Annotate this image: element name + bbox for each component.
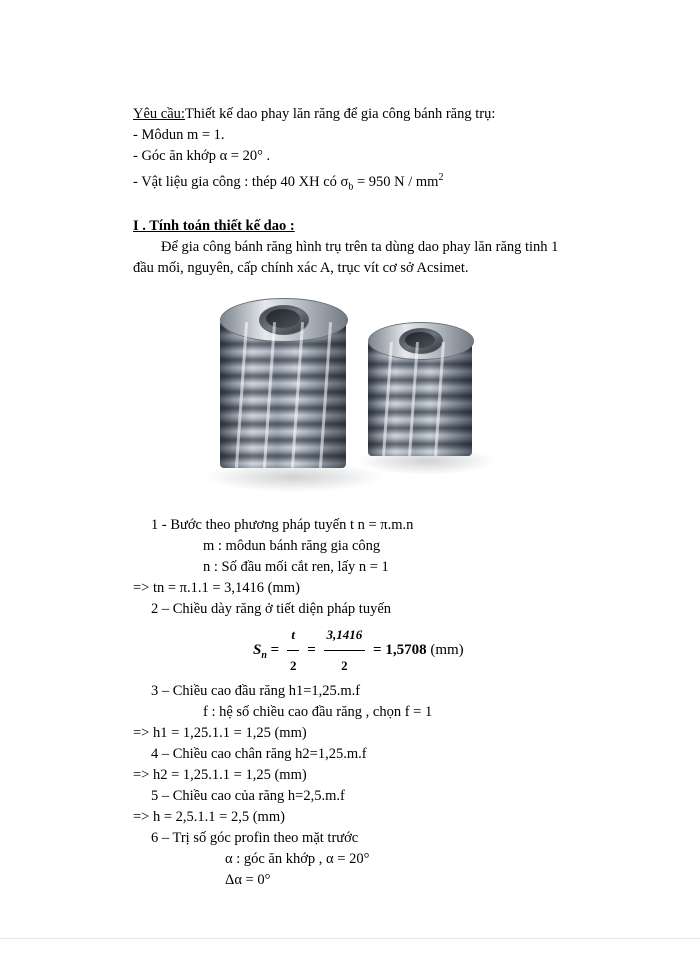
formula-eq-2: = xyxy=(307,641,316,658)
footer-divider xyxy=(0,938,700,939)
formula-fraction-2-denominator: 2 xyxy=(341,658,348,673)
requirements-label: Yêu cầu: xyxy=(133,106,185,122)
formula-tooth-thickness xyxy=(133,620,603,681)
requirement-item-3-mid: = 950 N / mm xyxy=(353,173,439,190)
gear-hob-cutters-photo xyxy=(196,292,496,497)
formula-fraction-1 xyxy=(287,620,300,681)
hob-small-bore-inner xyxy=(405,332,435,348)
calc-6-line-3: Δα = 0° xyxy=(225,872,271,888)
calc-6-line-1: 6 – Trị số góc profin theo mặt trước xyxy=(151,830,359,846)
formula-eq-1: = xyxy=(270,641,280,658)
formula-unit: (mm) xyxy=(430,641,464,658)
requirement-item-3-sub: b xyxy=(348,181,354,193)
formula-fraction-1-denominator: 2 xyxy=(289,658,297,673)
formula-lhs-sub: n xyxy=(261,649,267,661)
requirement-item-3 xyxy=(133,167,573,198)
formula-fraction-1-numerator: t xyxy=(287,620,300,651)
section-1-paragraph-line-2: đầu mối, nguyên, cấp chính xác A, trục vít cơ sở Acsimet. xyxy=(133,259,469,276)
calculations-block xyxy=(133,515,603,891)
spacer-1 xyxy=(133,198,573,216)
requirement-item-3-pre: - Vật liệu gia công : thép 40 XH có σ xyxy=(133,173,349,190)
calc-1-line-4: => tn = π.1.1 = 3,1416 (mm) xyxy=(133,580,300,596)
requirements-intro-line xyxy=(133,104,573,125)
calc-4-line-2: => h2 = 1,25.1.1 = 1,25 (mm) xyxy=(133,767,307,783)
formula-eq-3: = xyxy=(373,641,382,658)
calc-3-line-1-text: 3 – Chiều cao đầu răng h1=1,25.m.f xyxy=(151,683,361,699)
requirement-item-1: - Môdun m = 1. xyxy=(133,127,225,143)
formula-fraction-2-numerator: 3,1416 xyxy=(324,620,366,651)
calc-6-line-2: α : góc ăn khớp , α = 20° xyxy=(225,851,370,867)
formula-lhs: S xyxy=(253,641,262,658)
calc-2-line-1: 2 – Chiều dày răng ở tiết diện pháp tuyến xyxy=(151,601,392,617)
formula-fraction-2 xyxy=(324,620,366,681)
calc-5-line-1: 5 – Chiều cao của răng h=2,5.m.f xyxy=(151,788,345,804)
document-body xyxy=(133,104,573,279)
calc-4-line-1: 4 – Chiều cao chân răng h2=1,25.m.f xyxy=(151,746,367,762)
calc-3-line-1 xyxy=(133,681,603,702)
formula-result: 1,5708 xyxy=(385,641,427,658)
requirements-intro: Thiết kế dao phay lăn răng để gia công bánh răng trụ: xyxy=(184,106,496,122)
section-heading-1: I . Tính toán thiết kế dao : xyxy=(133,217,295,234)
requirement-item-3-sup: 2 xyxy=(438,172,444,183)
section-1-paragraph-line-1: Để gia công bánh răng hình trụ trên ta dùng dao phay lăn răng tinh 1 xyxy=(161,238,559,255)
hob-large-bore-inner xyxy=(266,309,300,328)
requirement-item-2: - Góc ăn khớp α = 20° . xyxy=(133,148,271,164)
calc-5-line-2: => h = 2,5.1.1 = 2,5 (mm) xyxy=(133,809,285,825)
calc-3-line-2: f : hệ số chiều cao đầu răng , chọn f = 1 xyxy=(203,704,433,720)
calc-3-line-3: => h1 = 1,25.1.1 = 1,25 (mm) xyxy=(133,725,307,741)
calc-1-line-1: 1 - Bước theo phương pháp tuyến t n = π.m.n xyxy=(151,517,414,533)
calc-1-line-3: n : Số đầu mối cắt ren, lấy n = 1 xyxy=(203,559,389,575)
calc-1-line-2: m : môdun bánh răng gia công xyxy=(203,538,381,554)
